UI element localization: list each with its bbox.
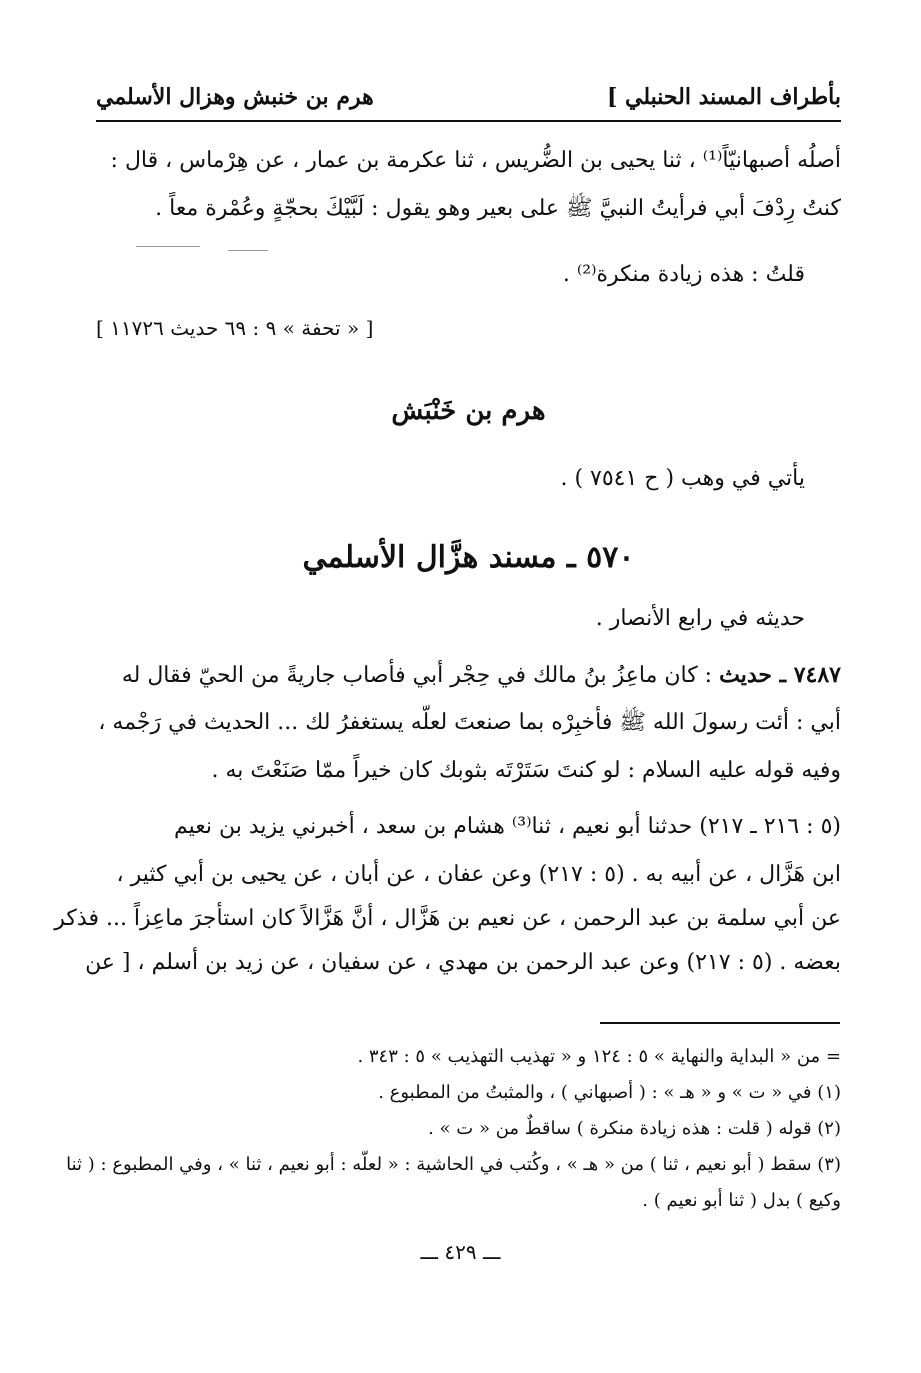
footnote-3-line-1: (٣) سقط ( أبو نعيم ، ثنا ) من « هـ » ، وكُتب في الحاشية : « لعلّه : أبو نعيم ، ثنا » ، وفي المطبوع : ( ثنا [66, 1154, 841, 1175]
harm-cross-reference: يأتي في وهب ( ح ٧٥٤١ ) . [560, 466, 805, 491]
hadith-number: ٧٤٨٧ ـ حديث [719, 662, 841, 688]
footnote-2: (٢) قوله ( قلت : هذه زيادة منكرة ) ساقطٌ من « ت » . [428, 1118, 841, 1139]
underline-mark-1 [136, 246, 200, 247]
isnad-line-3: عن أبي سلمة بن عبد الرحمن ، عن نعيم بن هَزَّال ، أنَّ هَزَّالاً كان استأجرَ ماعِزاً ... فذكر [54, 906, 841, 931]
intro-line-2: كنتُ رِدْفَ أبي فرأيتُ النبيَّ ﷺ على بعير وهو يقول : لَبَّيْكَ بحجّةٍ وعُمْرة معاً . [155, 196, 841, 221]
footnote-rule [600, 1022, 840, 1024]
intro-line-1: أصلُه أصبهانيّاً⁽¹⁾ ، ثنا يحيى بن الضُّريس ، ثنا عكرمة بن عمار ، عن هِرْماس ، قال : [110, 148, 841, 173]
running-header-section-title: هرم بن خنبش وهزال الأسلمي [96, 84, 374, 110]
hadith-line-1-text: : كان ماعِزُ بنُ مالك في حِجْر أبي فأصاب جاريةً من الحيّ فقال له [121, 663, 713, 688]
section-heading-harm: هرم بن خَنْبَش [391, 396, 546, 426]
tuhfa-reference: [ « تحفة » ٩ : ٦٩ حديث ١١٧٢٦ ] [96, 316, 374, 340]
footnote-3-line-2: وكيع ) بدل ( ثنا أبو نعيم ) . [642, 1190, 841, 1211]
isnad-line-4: بعضه . (٥ : ٢١٧) وعن عبد الرحمن بن مهدي ، عن سفيان ، عن زيد بن أسلم ، [ عن [85, 950, 841, 975]
underline-mark-2 [228, 250, 268, 251]
isnad-line-2: ابن هَزَّال ، عن أبيه به . (٥ : ٢١٧) وعن عفان ، عن أبان ، عن يحيى بن أبي كثير ، [116, 862, 841, 887]
running-header-book-title: بأطراف المسند الحنبلي ] [606, 84, 841, 110]
footnote-1: (١) في « ت » و « هـ » : ( أصبهاني ) ، والمثبتُ من المطبوع . [378, 1082, 841, 1103]
page-number: ـــ ٤٢٩ ـــ [420, 1240, 501, 1264]
hazzal-intro: حديثه في رابع الأنصار . [595, 606, 805, 631]
footnote-continuation: = من « البداية والنهاية » ٥ : ١٢٤ و « تهذيب التهذيب » ٥ : ٣٤٣ . [357, 1046, 841, 1067]
header-rule [96, 120, 841, 122]
hadith-line-3: وفيه قوله عليه السلام : لو كنتَ سَتَرْتَه بثوبك كان خيراً ممّا صَنَعْتَ به . [211, 758, 841, 783]
hadith-line-1 [96, 656, 841, 695]
isnad-line-1: (٥ : ٢١٦ ـ ٢١٧) حدثنا أبو نعيم ، ثنا⁽³⁾ هشام بن سعد ، أخبرني يزيد بن نعيم [174, 814, 841, 839]
section-heading-hazzal: ٥٧٠ ـ مسند هزَّال الأسلمي [302, 540, 635, 575]
hadith-line-2: أبي : أئت رسولَ الله ﷺ فأخبِرْه بما صنعتَ لعلّه يستغفرُ لك ... الحديث في رَجْمه ، [98, 710, 841, 735]
editor-note: قلتُ : هذه زيادة منكرة⁽²⁾ . [562, 262, 805, 287]
